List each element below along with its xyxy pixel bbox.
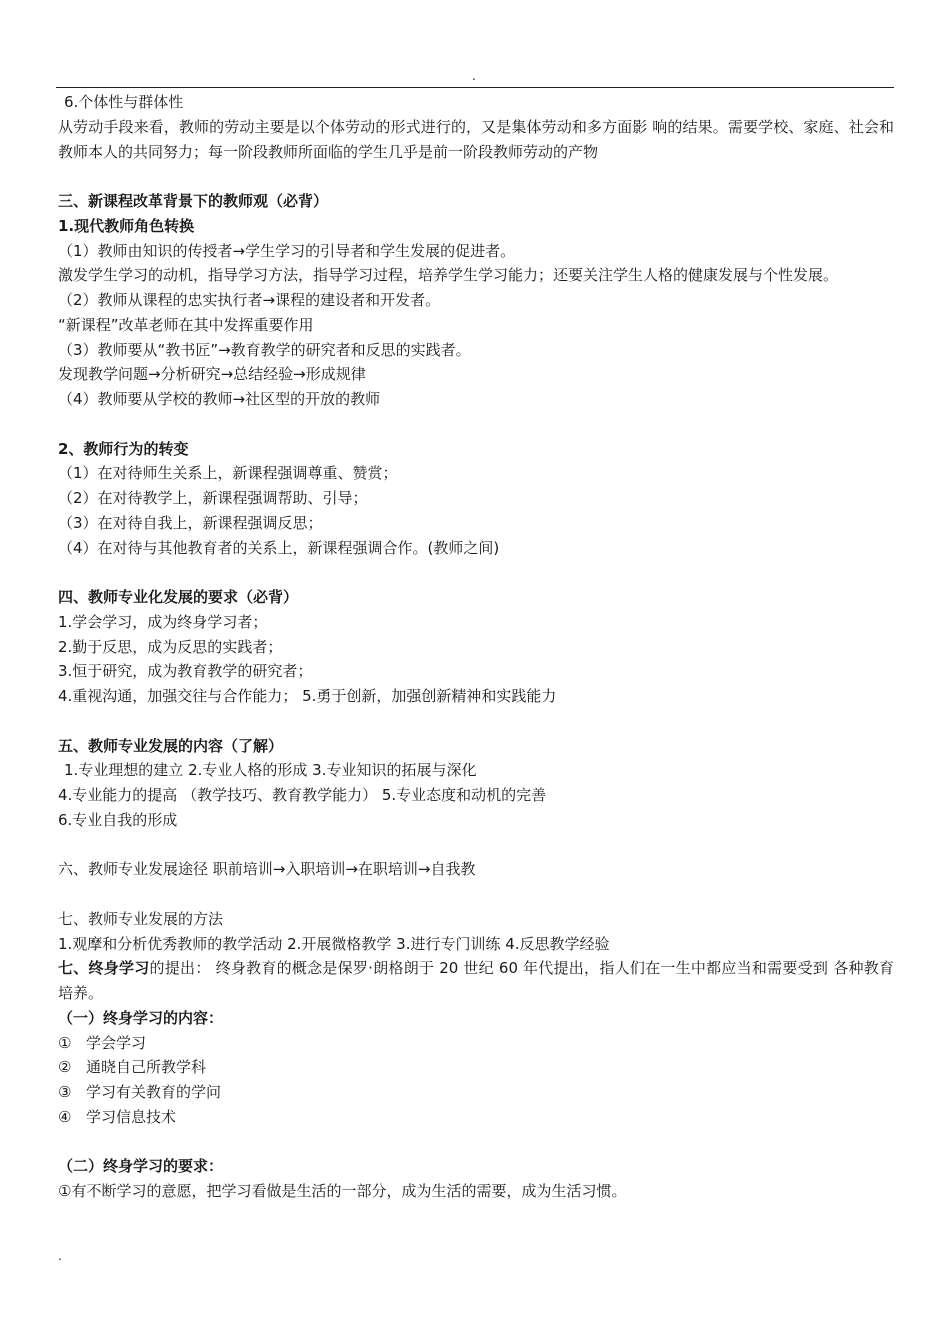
section-heading: 七、教师专业发展的方法 bbox=[58, 909, 224, 928]
list-item: （3）教师要从“教书匠”→教育教学的研究者和反思的实践者。 bbox=[58, 340, 471, 359]
circled-number: ④ bbox=[58, 1107, 72, 1126]
list-item-text: 通晓自己所教学科 bbox=[86, 1058, 207, 1077]
circled-number: ② bbox=[58, 1058, 72, 1077]
circled-number: ① bbox=[58, 1033, 72, 1052]
list-item-text: 学习信息技术 bbox=[86, 1107, 177, 1126]
list-item: （2）教师从课程的忠实执行者→课程的建设者和开发者。 bbox=[58, 291, 441, 309]
list-item: （4）教师要从学校的教师→社区型的开放的教师 bbox=[58, 390, 381, 408]
subsection-heading: （二）终身学习的要求： bbox=[58, 1157, 224, 1176]
section-heading: 五、教师专业发展的内容（了解） bbox=[58, 736, 284, 755]
section-title: 6.个体性与群体性 bbox=[64, 93, 184, 111]
list-item bbox=[58, 1031, 894, 1056]
list-item: 6.专业自我的形成 bbox=[58, 810, 178, 829]
list-item bbox=[58, 1055, 894, 1080]
subsection-heading: 2、教师行为的转变 bbox=[58, 439, 189, 458]
list-item: （1）教师由知识的传授者→学生学习的引导者和学生发展的促进者。 bbox=[58, 241, 516, 260]
lifelong-learning-text: 的提出： 终身教育的概念是保罗·朗格朗于 20 世纪 60 年代提出，指人们在一生中都应当和需要受到 各种教育培养。 bbox=[58, 959, 894, 1002]
paragraph bbox=[58, 956, 894, 1006]
list-item: 1.观摩和分析优秀教师的教学活动 2.开展微格教学 3.进行专门训练 4.反思教学经验 bbox=[58, 934, 610, 953]
section-heading: 四、教师专业化发展的要求（必背） bbox=[58, 588, 299, 606]
document-body bbox=[58, 90, 894, 1204]
section-heading: 六、教师专业发展途径 职前培训→入职培训→在职培训→自我教 bbox=[58, 860, 476, 879]
circled-number: ③ bbox=[58, 1083, 72, 1101]
list-item bbox=[58, 1080, 894, 1105]
list-item: 4.重视沟通，加强交往与合作能力； 5.勇于创新，加强创新精神和实践能力 bbox=[58, 687, 557, 705]
list-item bbox=[58, 1105, 894, 1130]
paragraph: “新课程”改革老师在其中发挥重要作用 bbox=[58, 315, 314, 334]
paragraph: 从劳动手段来看，教师的劳动主要是以个体劳动的形式进行的，又是集体劳动和多方面影 响的结果。需要学校、家庭、社会和教师本人的共同努力；每一阶段教师所面临的学生几乎是前一阶段教师劳动的产物 bbox=[58, 117, 894, 161]
paragraph: 激发学生学习的动机，指导学习方法，指导学习过程，培养学生学习能力；还要关注学生人格的健康发展与个性发展。 bbox=[58, 266, 839, 285]
section-heading: 三、新课程改革背景下的教师观（必背） bbox=[58, 192, 329, 210]
list-item: 1.学会学习，成为终身学习者； bbox=[58, 612, 268, 631]
list-item: ①有不断学习的意愿，把学习看做是生活的一部分，成为生活的需要，成为生活习惯。 bbox=[58, 1182, 627, 1200]
list-item: 1.专业理想的建立 2.专业人格的形成 3.专业知识的拓展与深化 bbox=[64, 761, 477, 780]
footer-mark: . bbox=[58, 1249, 62, 1263]
paragraph: 发现教学问题→分析研究→总结经验→形成规律 bbox=[58, 365, 366, 384]
subsection-heading: 1.现代教师角色转换 bbox=[58, 216, 195, 235]
subsection-heading: （一）终身学习的内容： bbox=[58, 1008, 224, 1027]
header-mark: . bbox=[472, 69, 476, 83]
list-item: 2.勤于反思，成为反思的实践者； bbox=[58, 637, 283, 656]
lifelong-learning-term: 七、终身学习 bbox=[58, 959, 150, 978]
list-item-text: 学会学习 bbox=[86, 1033, 147, 1052]
header-rule bbox=[56, 87, 894, 88]
list-item: （2）在对待教学上，新课程强调帮助、引导； bbox=[58, 489, 368, 507]
list-item: （3）在对待自我上，新课程强调反思； bbox=[58, 513, 323, 532]
list-item: 3.恒于研究，成为教育教学的研究者； bbox=[58, 662, 313, 681]
list-item-text: 学习有关教育的学问 bbox=[86, 1083, 222, 1101]
list-item: （4）在对待与其他教育者的关系上，新课程强调合作。(教师之间) bbox=[58, 538, 500, 557]
list-item: （1）在对待师生关系上，新课程强调尊重、赞赏； bbox=[58, 464, 398, 483]
list-item: 4.专业能力的提高 （教学技巧、教育教学能力） 5.专业态度和动机的完善 bbox=[58, 786, 547, 804]
